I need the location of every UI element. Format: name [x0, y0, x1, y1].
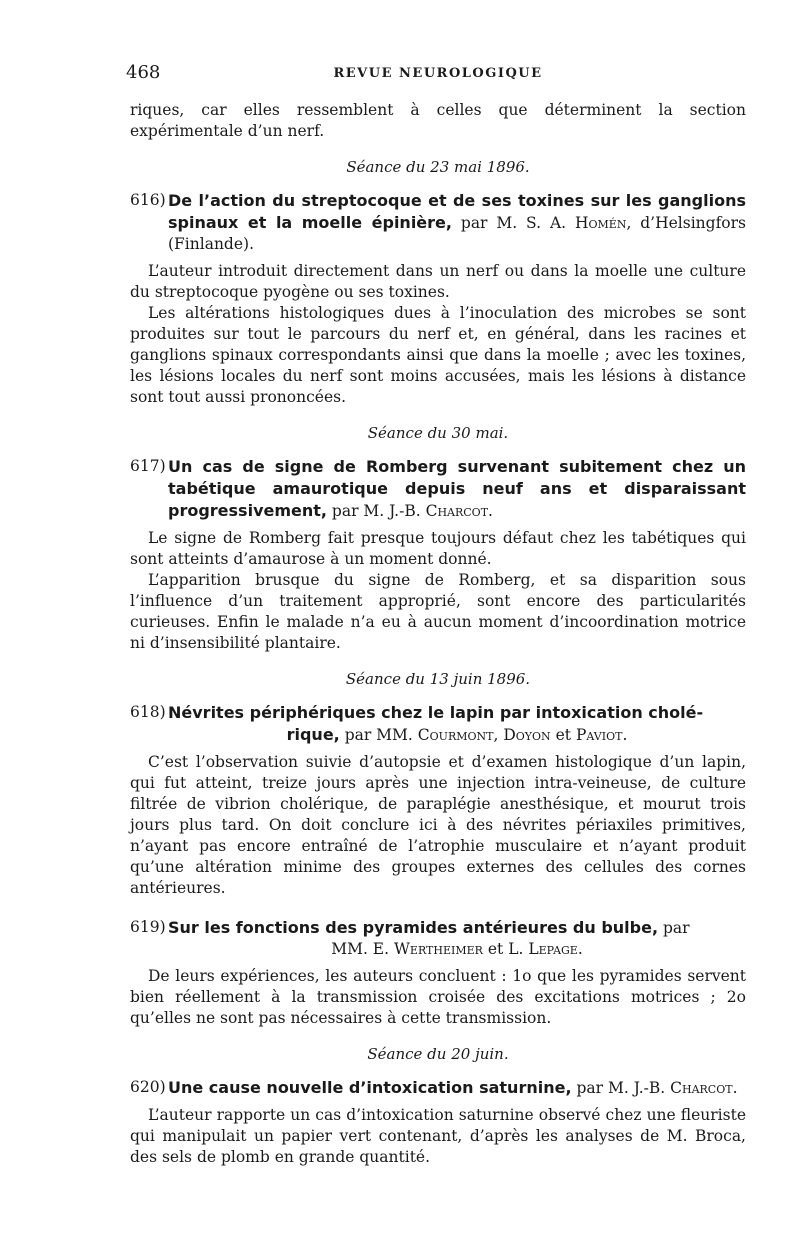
entry-title: Sur les fonctions des pyramides antérieures du bulbe,: [168, 918, 659, 937]
entry-and: et L.: [487, 940, 524, 958]
entry-end: .: [577, 940, 583, 958]
entry-affiliation: .: [488, 502, 493, 520]
entry-by: par M. S. A.: [460, 214, 567, 232]
spacer: [130, 899, 746, 913]
entry-number: 619): [130, 918, 166, 936]
entry-author-last: Paviot: [575, 726, 623, 744]
entry-by: par: [662, 919, 690, 937]
entry-title: Un cas de signe de Romberg survenant subitement chez un tabétique amaurotique depuis neuf ans et disparaissant progressivement,: [168, 457, 746, 520]
entry-paragraph: C’est l’observation suivie d’autopsie et d’examen histologique d’un lapin, qui fut atteint, treize jours après une injection intra-veineuse, de culture filtrée de vibrion cholérique, de paraplégie anesthésique, et mourut trois jours plus tard. On doit conclure ici à des névrites périaxiles primitives, n’ayant pas encore entraîné de l’atrophie musculaire et n’ayant produit qu’une altération minime des groupes externes des cellules des cornes antérieures.: [130, 753, 746, 897]
entry-authors-row: [168, 939, 746, 960]
entry-title-line2-row: [168, 724, 746, 746]
entry-paragraph: De leurs expériences, les auteurs concluent : 1o que les pyramides servent bien réellement à la transmission croisée des excitations motrices ; 2o qu’elles ne sont pas nécessaires à cette transmission.: [130, 967, 746, 1027]
entry-618-heading: [130, 702, 746, 746]
entry-paragraph: L’auteur introduit directement dans un nerf ou dans la moelle une culture du streptocoque pyogène ou ses toxines.: [130, 262, 746, 301]
session-heading: Séance du 23 mai 1896.: [346, 158, 530, 176]
page-number: 468: [126, 62, 161, 83]
entry-by: par M. J.-B.: [576, 1079, 666, 1097]
entry-affiliation: , d’Helsingfors (Finlande).: [168, 214, 747, 253]
entry-author2: Lepage: [528, 940, 578, 958]
entry-author: Homén: [574, 214, 627, 232]
entry-paragraph: Les altérations histologiques dues à l’inoculation des microbes se sont produites sur tout le parcours du nerf et, en général, dans les racines et ganglions spinaux correspondants ainsi que dans la moelle ; avec les toxines, les lésions locales du nerf sont moins accusées, mais les lésions à distance sont tout aussi prononcées.: [130, 304, 746, 406]
running-title: REVUE NEUROLOGIQUE: [333, 66, 543, 81]
entry-number: 617): [130, 457, 166, 475]
entry-title: De l’action du streptocoque et de ses toxines sur les ganglions spinaux et la moelle épinière,: [168, 191, 746, 232]
session-heading: Séance du 20 juin.: [367, 1045, 509, 1063]
intro-paragraph: riques, car elles ressemblent à celles que déterminent la section expérimentale d’un nerf.: [130, 101, 746, 140]
session-heading: Séance du 13 juin 1896.: [345, 670, 531, 688]
entry-616-heading: [130, 190, 746, 255]
entry-by: par M. J.-B.: [331, 502, 421, 520]
entry-617-heading: [130, 456, 746, 522]
entry-end: .: [622, 726, 628, 744]
entry-paragraph: L’auteur rapporte un cas d’intoxication saturnine observé chez une fleuriste qui manipulait un papier vert contenant, d’après les analyses de M. Broca, des sels de plomb en grande quantité.: [130, 1106, 746, 1166]
entry-title-line1: Névrites périphériques chez le lapin par intoxication cholé-: [168, 703, 704, 722]
entry-by2: MM. E.: [331, 940, 390, 958]
entry-authors: Courmont, Doyon: [417, 726, 551, 744]
entry-number: 616): [130, 191, 166, 209]
entry-author: Charcot: [670, 1079, 733, 1097]
entry-619-heading: [130, 917, 746, 960]
entry-by: par MM.: [344, 726, 413, 744]
entry-title: Une cause nouvelle d’intoxication saturnine,: [168, 1078, 572, 1097]
entry-title-line2: rique,: [286, 725, 340, 744]
entry-end: .: [732, 1079, 738, 1097]
entry-author1: Wertheimer: [393, 940, 483, 958]
page-header: [126, 62, 746, 90]
entry-author: Charcot: [425, 502, 489, 520]
entry-number: 618): [130, 703, 166, 721]
entry-number: 620): [130, 1078, 166, 1096]
session-heading: Séance du 30 mai.: [367, 424, 509, 442]
entry-paragraph: Le signe de Romberg fait presque toujours défaut chez les tabétiques qui sont atteints d’amaurose à un moment donné.: [130, 529, 746, 568]
entry-paragraph: L’apparition brusque du signe de Romberg, et sa disparition sous l’influence d’un traitement approprié, sont encore des particularités curieuses. Enfin le malade n’a eu à aucun moment d’incoordination motrice ni d’insensibilité plantaire.: [130, 571, 746, 652]
entry-620-heading: [130, 1077, 746, 1099]
entry-and: et: [555, 726, 572, 744]
